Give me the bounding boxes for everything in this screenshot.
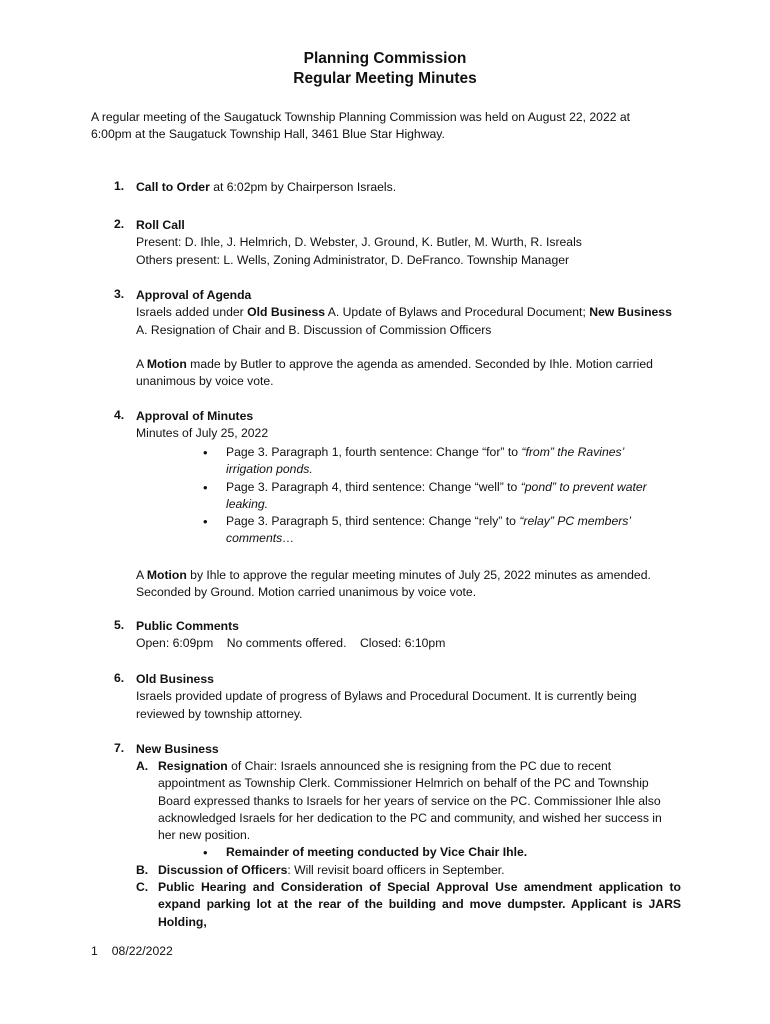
- list-item: B. Discussion of Officers: Will revisit board officers in September.: [136, 862, 681, 879]
- page-title: Planning Commission: [303, 50, 467, 67]
- item-number: 6.: [114, 671, 125, 685]
- item-number: 7.: [114, 741, 125, 755]
- agenda-paragraph: Israels added under Old Business A. Update of Bylaws and Procedural Document; New Business A. Resignation of Chair and B. Discussion of Commission Officers: [136, 305, 672, 337]
- roll-call-item: [136, 217, 681, 269]
- comments-line: Open: 6:09pm No comments offered. Closed: 6:10pm: [136, 636, 446, 651]
- bullet-icon: •: [203, 445, 208, 460]
- public-comments-item: [136, 618, 681, 653]
- approval-of-agenda-item: [136, 287, 681, 390]
- list-item: • Page 3. Paragraph 5, third sentence: Change “rely” to “relay” PC members’ comments…: [203, 514, 631, 546]
- subitem-letter: A.: [136, 759, 149, 773]
- bullet-icon: •: [203, 845, 208, 861]
- item-number: 2.: [114, 217, 125, 231]
- list-item: • Page 3. Paragraph 1, fourth sentence: Change “for” to “from” the Ravines’ irrigation ponds.: [203, 445, 624, 477]
- present-line: Present: D. Ihle, J. Helmrich, D. Webster, J. Ground, K. Butler, M. Wurth, R. Isreals: [136, 235, 582, 250]
- subitem-letter: B.: [136, 862, 149, 877]
- minutes-date-line: Minutes of July 25, 2022: [136, 426, 269, 441]
- item-number: 5.: [114, 618, 125, 632]
- page-subtitle: Regular Meeting Minutes: [293, 70, 477, 87]
- subitem-letter: C.: [136, 880, 149, 895]
- item-heading: Public Comments: [136, 619, 239, 633]
- item-text: at 6:02pm by Chairperson Israels.: [209, 180, 397, 194]
- page-footer: [91, 944, 173, 958]
- list-item: • Remainder of meeting conducted by Vice Chair Ihle.: [203, 845, 528, 861]
- new-business-subitems: [136, 758, 681, 931]
- item-heading: New Business: [136, 742, 219, 756]
- new-business-item: [136, 741, 681, 758]
- list-item: • Page 3. Paragraph 4, third sentence: Change “well” to “pond” to prevent water leaking.: [203, 479, 647, 511]
- bullet-icon: •: [203, 479, 208, 495]
- list-item: A. Resignation of Chair: Israels announced she is resigning from the PC due to recent appointment as Township Clerk. Commissioner Helmrich on behalf of the PC and Township Board expressed thanks to Israels for her years of service on the PC. Commissioner Ihle also acknowledged Israels for her dedication to the PC and community, and wished her success in her new position.: [136, 759, 662, 843]
- item-heading: Approval of Minutes: [136, 409, 254, 423]
- intro-paragraph: A regular meeting of the Saugatuck Township Planning Commission was held on August 22, 2022 at 6:00pm at the Saugatuck Township Hall, 3461 Blue Star Highway.: [91, 110, 631, 141]
- others-present-line: Others present: L. Wells, Zoning Administrator, D. DeFranco. Township Manager: [136, 252, 570, 267]
- item-heading: Approval of Agenda: [136, 288, 252, 302]
- old-business-text: Israels provided update of progress of Bylaws and Procedural Document. It is currently being reviewed by township attorney.: [136, 689, 637, 721]
- old-business-item: [136, 671, 681, 723]
- item-number: 3.: [114, 287, 125, 301]
- list-item: C. Public Hearing and Consideration of Special Approval Use amendment application to expand parking lot at the rear of the building and move dumpster. Applicant is JARS Holding,: [136, 880, 681, 929]
- item-heading: Old Business: [136, 672, 214, 686]
- approval-of-minutes-item: [136, 408, 681, 443]
- item-number: 1.: [114, 179, 125, 193]
- item-heading: Roll Call: [136, 218, 185, 232]
- call-to-order-item: [136, 179, 681, 196]
- bullet-icon: •: [203, 514, 208, 530]
- page-number: 1: [91, 944, 98, 958]
- minutes-motion: [136, 567, 681, 602]
- item-number: 4.: [114, 408, 125, 422]
- footer-date: 08/22/2022: [111, 944, 173, 958]
- corrections-list: [203, 444, 673, 548]
- motion-paragraph: A Motion made by Butler to approve the agenda as amended. Seconded by Ihle. Motion carried unanimous by voice vote.: [136, 356, 653, 389]
- motion-paragraph: A Motion by Ihle to approve the regular meeting minutes of July 25, 2022 minutes as amended. Seconded by Ground. Motion carried unanimous by voice vote.: [136, 568, 651, 600]
- item-heading: Call to Order: [136, 180, 210, 194]
